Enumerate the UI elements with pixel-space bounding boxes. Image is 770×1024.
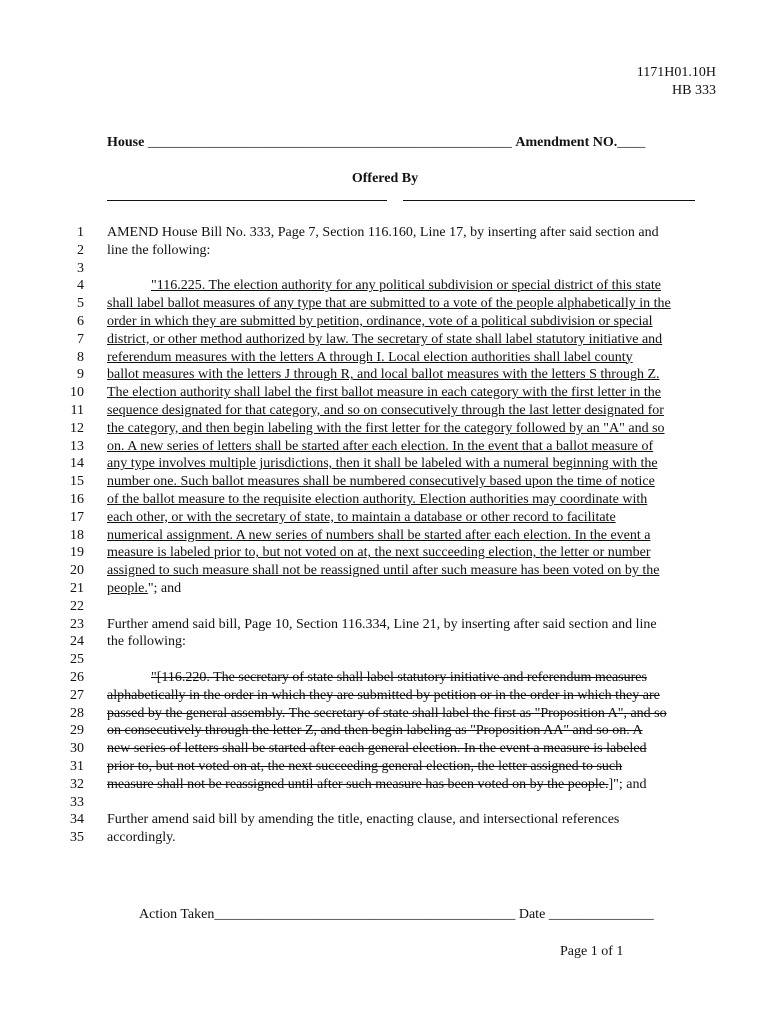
document-line xyxy=(0,260,770,278)
house-amendment-line xyxy=(107,134,715,152)
document-line xyxy=(0,509,770,527)
house-label: House xyxy=(107,135,145,150)
line-number: 8 xyxy=(77,349,84,365)
document-line xyxy=(0,829,770,847)
document-line xyxy=(0,473,770,491)
document-line xyxy=(0,616,770,634)
document-line xyxy=(0,313,770,331)
line-number: 15 xyxy=(70,474,84,490)
line-text xyxy=(107,438,719,456)
signature-line-right xyxy=(403,200,695,201)
document-line xyxy=(0,295,770,313)
line-number: 23 xyxy=(70,616,84,632)
line-text xyxy=(107,420,719,438)
document-line xyxy=(0,277,770,295)
line-content: order in which they are submitted by petition, ordinance, vote of a political subdivision or special xyxy=(107,314,653,329)
document-line xyxy=(0,331,770,349)
line-content: measure is labeled prior to, but not voted on at, the next succeeding election, the letter or number xyxy=(107,545,651,561)
document-line xyxy=(0,687,770,705)
line-number: 24 xyxy=(70,634,84,650)
line-content: district, or other method authorized by law. The secretary of state shall label statutory initiative and xyxy=(107,331,663,347)
line-content: the following: xyxy=(107,634,186,650)
line-content: alphabetically in the order in which they are submitted by petition or in the order in which they are xyxy=(107,687,660,703)
line-text xyxy=(107,527,719,545)
line-text xyxy=(107,687,719,705)
document-line xyxy=(0,562,770,580)
document-id: 1171H01.10H xyxy=(636,65,716,80)
line-number: 19 xyxy=(70,545,84,561)
document-line xyxy=(0,491,770,509)
line-text xyxy=(107,455,719,473)
line-number: 3 xyxy=(77,260,84,276)
action-taken-blank: ___________________________________________ xyxy=(214,907,516,922)
document-line xyxy=(0,224,770,242)
house-blank: ____________________________________________________ xyxy=(147,135,512,150)
line-content: ballot measures with the letters J through R, and local ballot measures with the letters S through Z. xyxy=(107,367,660,383)
line-number: 16 xyxy=(70,492,84,507)
line-number: 32 xyxy=(70,776,84,792)
line-content: referendum measures with the letters A through I. Local election authorities shall label county xyxy=(107,349,633,365)
amendment-label: Amendment NO. xyxy=(515,135,618,150)
line-text xyxy=(107,491,719,509)
bill-number: HB 333 xyxy=(672,83,716,98)
line-text xyxy=(107,669,763,687)
line-number: 33 xyxy=(70,794,84,810)
line-number: 28 xyxy=(70,705,84,721)
line-text xyxy=(107,331,719,349)
line-content: prior to, but not voted on at, the next succeeding general election, the letter assigned to such xyxy=(107,759,623,774)
line-number: 21 xyxy=(70,581,84,596)
document-line xyxy=(0,722,770,740)
line-text xyxy=(107,313,719,331)
line-text xyxy=(107,384,719,402)
line-text xyxy=(107,758,719,776)
line-text xyxy=(107,295,719,313)
line-number: 11 xyxy=(70,403,84,418)
line-content: number one. Such ballot measures shall be numbered consecutively based upon the time of notice xyxy=(107,474,655,490)
document-line xyxy=(0,455,770,473)
document-line xyxy=(0,438,770,456)
line-content: each other, or with the secretary of state, to maintain a database or other record to facilitate xyxy=(107,509,616,525)
document-line xyxy=(0,794,770,812)
line-number: 26 xyxy=(70,670,84,685)
line-text xyxy=(107,776,719,794)
line-content: AMEND House Bill No. 333, Page 7, Section 116.160, Line 17, by inserting after said section and xyxy=(107,225,659,240)
line-number: 6 xyxy=(77,314,84,329)
line-content: on. A new series of letters shall be started after each election. In the event that a ballot measure of xyxy=(107,438,654,454)
line-content: sequence designated for that category, and so on consecutively through the last letter designated for xyxy=(107,403,664,418)
line-number: 4 xyxy=(77,278,84,294)
line-number: 5 xyxy=(77,296,84,312)
line-text xyxy=(107,242,719,260)
line-text xyxy=(107,740,719,758)
line-text xyxy=(107,224,719,242)
line-number: 25 xyxy=(70,652,84,668)
line-content: Further amend said bill, Page 10, Section 116.334, Line 21, by inserting after said section and line xyxy=(107,616,657,632)
document-line xyxy=(0,580,770,598)
document-line xyxy=(0,402,770,420)
line-text xyxy=(107,722,719,740)
document-line xyxy=(0,651,770,669)
line-text xyxy=(107,366,719,384)
line-number: 10 xyxy=(70,385,84,401)
line-number: 31 xyxy=(70,759,84,774)
line-text xyxy=(107,705,719,723)
line-content: people. xyxy=(107,581,148,596)
line-text xyxy=(107,402,719,420)
line-number: 14 xyxy=(70,456,84,472)
line-number: 30 xyxy=(70,741,84,757)
document-line xyxy=(0,758,770,776)
line-text xyxy=(107,544,719,562)
document-line xyxy=(0,544,770,562)
document-line xyxy=(0,776,770,794)
line-tail: ]"; and xyxy=(608,776,647,792)
line-content: the category, and then begin labeling with the first letter for the category followed by an "A" and so xyxy=(107,420,665,436)
line-content: The election authority shall label the first ballot measure in each category with the first letter in the xyxy=(107,385,661,401)
line-content: accordingly. xyxy=(107,830,176,846)
line-number: 27 xyxy=(70,687,84,703)
line-number: 9 xyxy=(77,367,84,383)
line-content: line the following: xyxy=(107,242,211,258)
line-content: of the ballot measure to the requisite election authority. Election authorities may coordinate with xyxy=(107,492,648,507)
line-content: numerical assignment. A new series of numbers shall be started after each election. In the event a xyxy=(107,527,651,543)
signature-line-left xyxy=(107,200,387,201)
line-content: new series of letters shall be started after each general election. In the event a measure is labeled xyxy=(107,741,647,757)
document-line xyxy=(0,420,770,438)
line-content: assigned to such measure shall not be reassigned until after such measure has been voted on by the xyxy=(107,563,660,579)
line-number: 34 xyxy=(70,812,84,828)
amendment-blank: ____ xyxy=(617,135,646,150)
line-number: 12 xyxy=(70,420,84,436)
line-number: 20 xyxy=(70,563,84,579)
line-content: any type involves multiple jurisdictions, then it shall be labeled with a numeral beginning with the xyxy=(107,456,658,472)
line-content: "[116.220. The secretary of state shall label statutory initiative and referendum measures xyxy=(151,670,647,685)
line-content: on consecutively through the letter Z, and then begin labeling as "Proposition AA" and so on. A xyxy=(107,723,643,739)
line-text xyxy=(107,277,763,295)
document-line xyxy=(0,384,770,402)
document-line xyxy=(0,705,770,723)
line-number: 35 xyxy=(70,830,84,846)
line-content: Further amend said bill by amending the title, enacting clause, and intersectional references xyxy=(107,812,620,828)
date-blank: _______________ xyxy=(548,907,654,922)
action-taken-label: Action Taken xyxy=(139,907,215,922)
line-text xyxy=(107,829,719,847)
line-text xyxy=(107,616,719,634)
line-number: 22 xyxy=(70,598,84,614)
document-line xyxy=(0,811,770,829)
document-line xyxy=(0,349,770,367)
offered-by-label: Offered By xyxy=(351,171,419,186)
line-text xyxy=(107,509,719,527)
line-text xyxy=(107,633,719,651)
line-content: passed by the general assembly. The secretary of state shall label the first as "Proposition A", and so xyxy=(107,705,667,721)
date-label: Date xyxy=(518,907,546,922)
line-text xyxy=(107,473,719,491)
line-text xyxy=(107,811,719,829)
line-number: 7 xyxy=(77,331,84,347)
document-line xyxy=(0,740,770,758)
document-line xyxy=(0,598,770,616)
line-number: 18 xyxy=(70,527,84,543)
line-content: shall label ballot measures of any type that are submitted to a vote of the people alphabetically in the xyxy=(107,296,671,312)
document-line xyxy=(0,242,770,260)
page-number: Page 1 of 1 xyxy=(560,944,624,959)
line-text xyxy=(107,580,719,598)
line-number: 17 xyxy=(70,509,84,525)
line-number: 2 xyxy=(77,242,84,258)
line-number: 29 xyxy=(70,723,84,739)
line-number: 1 xyxy=(77,225,84,240)
document-line xyxy=(0,633,770,651)
document-line xyxy=(0,366,770,384)
line-text xyxy=(107,349,719,367)
action-taken-line xyxy=(139,906,719,924)
document-line xyxy=(0,669,770,687)
document-line xyxy=(0,527,770,545)
line-content: measure shall not be reassigned until after such measure has been voted on by the people. xyxy=(107,776,609,792)
line-tail: "; and xyxy=(147,581,182,596)
line-number: 13 xyxy=(70,438,84,454)
document-header xyxy=(637,64,716,100)
line-content: "116.225. The election authority for any political subdivision or special district of this state xyxy=(151,278,662,294)
line-text xyxy=(107,562,719,580)
